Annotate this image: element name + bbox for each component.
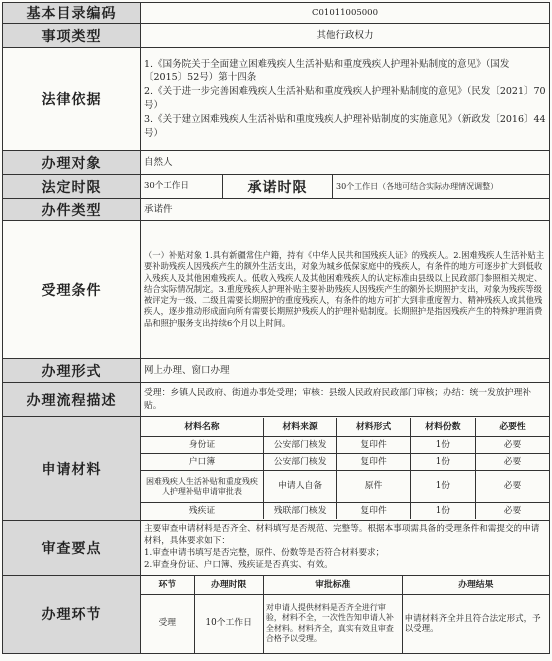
review-line: 1.审查申请书填写是否完整，原件、份数等是否符合材料要求； — [144, 548, 385, 558]
form-value: 网上办理、窗口办理 — [141, 359, 550, 383]
material-need: 必要 — [476, 454, 549, 471]
material-source: 残联部门核发 — [263, 503, 336, 520]
legal-limit-value: 30个工作日 — [141, 175, 223, 199]
promise-limit-label: 承诺时限 — [223, 175, 333, 199]
item-type-label: 事项类型 — [3, 24, 141, 48]
form-label: 办理形式 — [3, 359, 141, 383]
material-source: 公安部门核发 — [263, 437, 336, 454]
target-label: 办理对象 — [3, 151, 141, 175]
legal-basis-label: 法律依据 — [3, 48, 141, 151]
process-label: 办理环节 — [3, 576, 141, 654]
material-need: 必要 — [476, 437, 549, 454]
process-header-row — [141, 576, 549, 595]
material-form: 复印件 — [337, 503, 410, 520]
process-standard: 对申请人提供材料是否齐全进行审验，材料不全，一次性告知申请人补全材料。材料齐全，真实有效且审查合格予以受理。 — [263, 595, 402, 653]
materials-row — [141, 454, 549, 471]
review-value — [141, 521, 550, 576]
legal-basis-value — [141, 48, 550, 151]
material-count: 1份 — [410, 437, 475, 454]
material-name: 残疾证 — [141, 503, 263, 520]
handle-type-label: 办件类型 — [3, 199, 141, 221]
material-name: 户口簿 — [141, 454, 263, 471]
materials-header: 材料形式 — [337, 418, 410, 437]
target-value: 自然人 — [141, 151, 550, 175]
legal-basis-item: 3.《关于建立困难残疾人生活补贴和重度残疾人护理补贴制度的实施意见》（新政发〔2016〕44号） — [144, 113, 546, 139]
process-header: 环节 — [141, 576, 194, 595]
basic-code-value: C01011005000 — [141, 3, 550, 24]
conditions-value: （一）补贴对象 1.具有新疆常住户籍，持有《中华人民共和国残疾人证》的残疾人。2.困难残疾人生活补贴主要补助残疾人因残疾产生的额外生活支出，对象为城乡低保家庭中的残疾人，有条件的地方可逐步扩大到低收入残疾人及其他困难残疾人。低收入残疾人及其他困难残疾人的认定标准由县级以上民政部门参照相关规定、结合实际情况制定。3.重度残疾人护理补贴主要补助残疾人因残疾产生的额外长期照护支出，对象为残疾等级被评定为一级、二级且需要长期照护的重度残疾人，有条件的地方可扩大到非重度智力、精神残疾人或其他残疾人，逐步推动形成面向所有需要长期照护残疾人的护理补贴制度。长期照护是指因残疾产生的特殊护理消费品和照护服务支出持续6个月以上时间。 — [141, 221, 550, 359]
process-result: 申请材料齐全并且符合法定形式，予以受理。 — [402, 595, 549, 653]
materials-header: 必要性 — [476, 418, 549, 437]
process-header: 办理结果 — [402, 576, 549, 595]
process-table — [141, 576, 549, 653]
materials-row — [141, 437, 549, 454]
process-step: 受理 — [141, 595, 194, 653]
material-source: 申请人自备 — [263, 471, 336, 503]
process-header: 审批标准 — [263, 576, 402, 595]
material-form: 复印件 — [337, 454, 410, 471]
materials-header-row — [141, 418, 549, 437]
legal-limit-label: 法定时限 — [3, 175, 141, 199]
materials-header: 材料来源 — [263, 418, 336, 437]
legal-basis-item: 2.《关于进一步完善困难残疾人生活补贴和重度残疾人护理补贴制度的意见》（民发〔2021〕70号） — [144, 86, 546, 111]
flow-label: 办理流程描述 — [3, 383, 141, 417]
process-row — [141, 595, 549, 653]
basic-code-label: 基本目录编码 — [3, 3, 141, 24]
legal-basis-item: 1.《国务院关于全面建立困难残疾人生活补贴和重度残疾人护理补贴制度的意见》（国发〔2015〕52号）第十四条 — [144, 58, 510, 84]
flow-value: 受理：乡镇人民政府、街道办事处受理；审核：县级人民政府民政部门审核；办结：统一发放护理补贴。 — [141, 383, 550, 417]
review-label: 审查要点 — [3, 521, 141, 576]
material-name: 困难残疾人生活补贴和重度残疾人护理补贴申请审批表 — [141, 471, 263, 503]
material-name: 身份证 — [141, 437, 263, 454]
guide-table — [2, 2, 550, 654]
handle-type-value: 承诺件 — [141, 199, 550, 221]
promise-limit-value: 30个工作日（各地可结合实际办理情况调整） — [333, 175, 550, 199]
materials-row — [141, 471, 549, 503]
material-count: 1份 — [410, 471, 475, 503]
materials-row — [141, 503, 549, 520]
item-type-value: 其他行政权力 — [141, 24, 550, 48]
process-limit: 10个工作日 — [194, 595, 263, 653]
materials-table — [141, 418, 549, 519]
process-cell — [141, 576, 550, 654]
material-count: 1份 — [410, 503, 475, 520]
conditions-label: 受理条件 — [3, 221, 141, 359]
material-source: 公安部门核发 — [263, 454, 336, 471]
process-header: 办理时限 — [194, 576, 263, 595]
material-count: 1份 — [410, 454, 475, 471]
materials-header: 材料份数 — [410, 418, 475, 437]
review-line: 2.审查身份证、户口簿、残疾证是否真实、有效。 — [144, 559, 333, 570]
material-need: 必要 — [476, 503, 549, 520]
review-line: 主要审查申请材料是否齐全、材料填写是否规范、完整等。根据本事项需具备的受理条件和需提交的申请材料，具体要求如下： — [144, 524, 540, 547]
materials-cell — [141, 417, 550, 521]
material-form: 复印件 — [337, 437, 410, 454]
materials-label: 申请材料 — [3, 417, 141, 521]
material-form: 原件 — [337, 471, 410, 503]
materials-header: 材料名称 — [141, 418, 263, 437]
material-need: 必要 — [476, 471, 549, 503]
